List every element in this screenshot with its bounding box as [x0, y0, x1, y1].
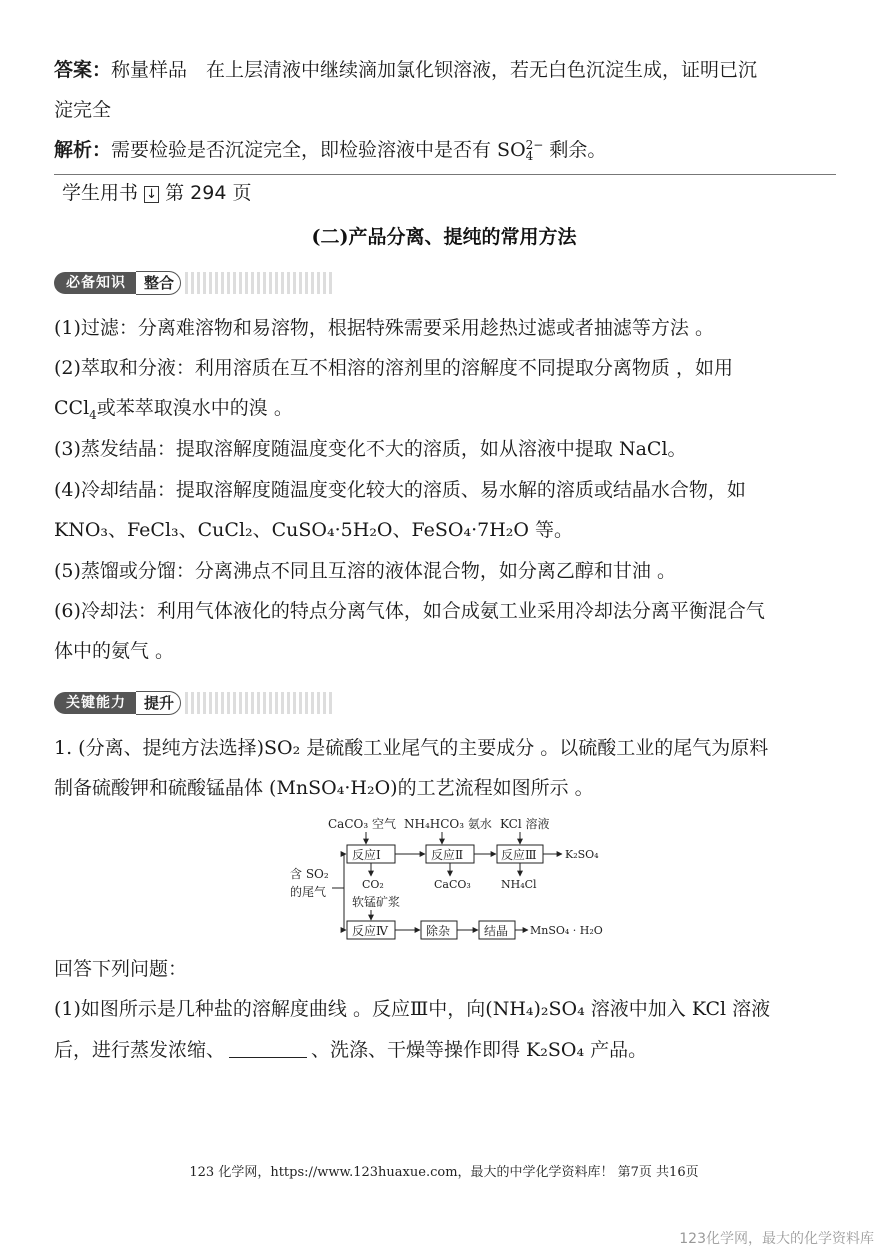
badge-stripe	[185, 272, 335, 294]
process-flow-diagram	[0, 810, 888, 950]
reagent-4: 软锰矿浆	[352, 895, 401, 909]
step-4: 反应Ⅳ	[352, 924, 388, 938]
method-2a: (2)萃取和分液：利用溶质在互不相溶的溶剂里的溶解度不同提取分离物质 ，如用	[54, 357, 733, 379]
product-1: K₂SO₄	[565, 848, 599, 861]
part-1a: (1)如图所示是几种盐的溶解度曲线 。反应Ⅲ中，向(NH₄)₂SO₄ 溶液中加入 KCl 溶液	[54, 998, 771, 1020]
analysis-sub: 4	[525, 149, 534, 163]
answer-label: 答案：	[54, 59, 112, 81]
badge-ability-dark: 关键能力	[54, 692, 138, 714]
answer-blank[interactable]	[229, 1039, 307, 1058]
answer-text-2: 淀完全	[54, 99, 112, 121]
student-book-page: 第 294 页	[165, 182, 252, 204]
source-line-2: 的尾气	[290, 885, 327, 899]
method-4a: (4)冷却结晶：提取溶解度随温度变化较大的溶质、易水解的溶质或结晶水合物，如	[54, 479, 746, 501]
method-3: (3)蒸发结晶：提取溶解度随温度变化不大的溶质，如从溶液中提取 NaCl。	[54, 438, 687, 460]
question-1b: 制备硫酸钾和硫酸锰晶体 (MnSO₄·H₂O)的工艺流程如图所示 。	[54, 777, 594, 799]
method-6b: 体中的氨气 。	[54, 640, 175, 662]
part-1b-post: 、洗涤、干燥等操作即得 K₂SO₄ 产品。	[311, 1039, 648, 1061]
analysis-label: 解析：	[54, 139, 112, 161]
badge-stripe	[185, 692, 335, 714]
analysis-sup: 2−	[525, 138, 544, 152]
student-book-label: 学生用书	[62, 182, 139, 204]
analysis-line	[54, 138, 606, 162]
badge-knowledge-light: 整合	[136, 271, 181, 295]
watermark: 123化学网，最大的化学资料库	[679, 1231, 874, 1247]
reagent-3: KCl 溶液	[500, 817, 550, 831]
method-6a: (6)冷却法：利用气体液化的特点分离气体，如合成氨工业采用冷却法分离平衡混合气	[54, 600, 765, 622]
answer-prompt: 回答下列问题：	[54, 958, 188, 980]
method-2b-pre: CCl	[54, 397, 90, 419]
badge-knowledge-dark: 必备知识	[54, 272, 138, 294]
part-1b	[54, 1038, 647, 1062]
reagent-1: CaCO₃ 空气	[328, 817, 396, 831]
badge-knowledge	[54, 270, 335, 296]
step-6: 结晶	[484, 924, 509, 938]
section-divider	[54, 174, 836, 175]
badge-ability-light: 提升	[136, 691, 181, 715]
method-2b-sub: 4	[89, 407, 97, 422]
down-arrow-icon: ↓	[144, 186, 159, 203]
answer-text-1: 称量样品 在上层清液中继续滴加氯化钡溶液，若无白色沉淀生成，证明已沉	[111, 59, 758, 81]
analysis-text: 需要检验是否沉淀完全，即检验溶液中是否有 SO	[111, 139, 526, 161]
section-title: (二)产品分离、提纯的常用方法	[311, 226, 577, 248]
reagent-2: NH₄HCO₃ 氨水	[404, 817, 492, 831]
source-line-1: 含 SO₂	[290, 867, 329, 881]
answer-line-1	[54, 58, 757, 82]
step-1: 反应Ⅰ	[352, 848, 381, 862]
method-5: (5)蒸馏或分馏：分离沸点不同且互溶的液体混合物，如分离乙醇和甘油 。	[54, 560, 676, 582]
method-2b-post: 或苯萃取溴水中的溴 。	[96, 397, 293, 419]
student-book-ref	[62, 181, 251, 205]
method-4b: KNO₃、FeCl₃、CuCl₂、CuSO₄·5H₂O、FeSO₄·7H₂O 等。	[54, 519, 574, 541]
step-3: 反应Ⅲ	[501, 848, 537, 862]
byproduct-1: CO₂	[362, 878, 384, 891]
badge-ability	[54, 690, 335, 716]
page-footer: 123 化学网，https://www.123huaxue.com，最大的中学化学资料库！ 第7页 共16页	[189, 1165, 699, 1180]
analysis-tail: 剩余。	[543, 139, 607, 161]
question-1a: 1. (分离、提纯方法选择)SO₂ 是硫酸工业尾气的主要成分 。以硫酸工业的尾气为原料	[54, 737, 769, 759]
part-1b-pre: 后，进行蒸发浓缩、	[54, 1039, 226, 1061]
byproduct-3: NH₄Cl	[501, 878, 537, 891]
step-5: 除杂	[426, 924, 451, 938]
byproduct-2: CaCO₃	[434, 878, 471, 891]
product-2: MnSO₄ · H₂O	[530, 924, 603, 937]
method-1: (1)过滤：分离难溶物和易溶物，根据特殊需要采用趁热过滤或者抽滤等方法 。	[54, 317, 714, 339]
method-2b	[54, 396, 293, 420]
step-2: 反应Ⅱ	[431, 848, 464, 862]
